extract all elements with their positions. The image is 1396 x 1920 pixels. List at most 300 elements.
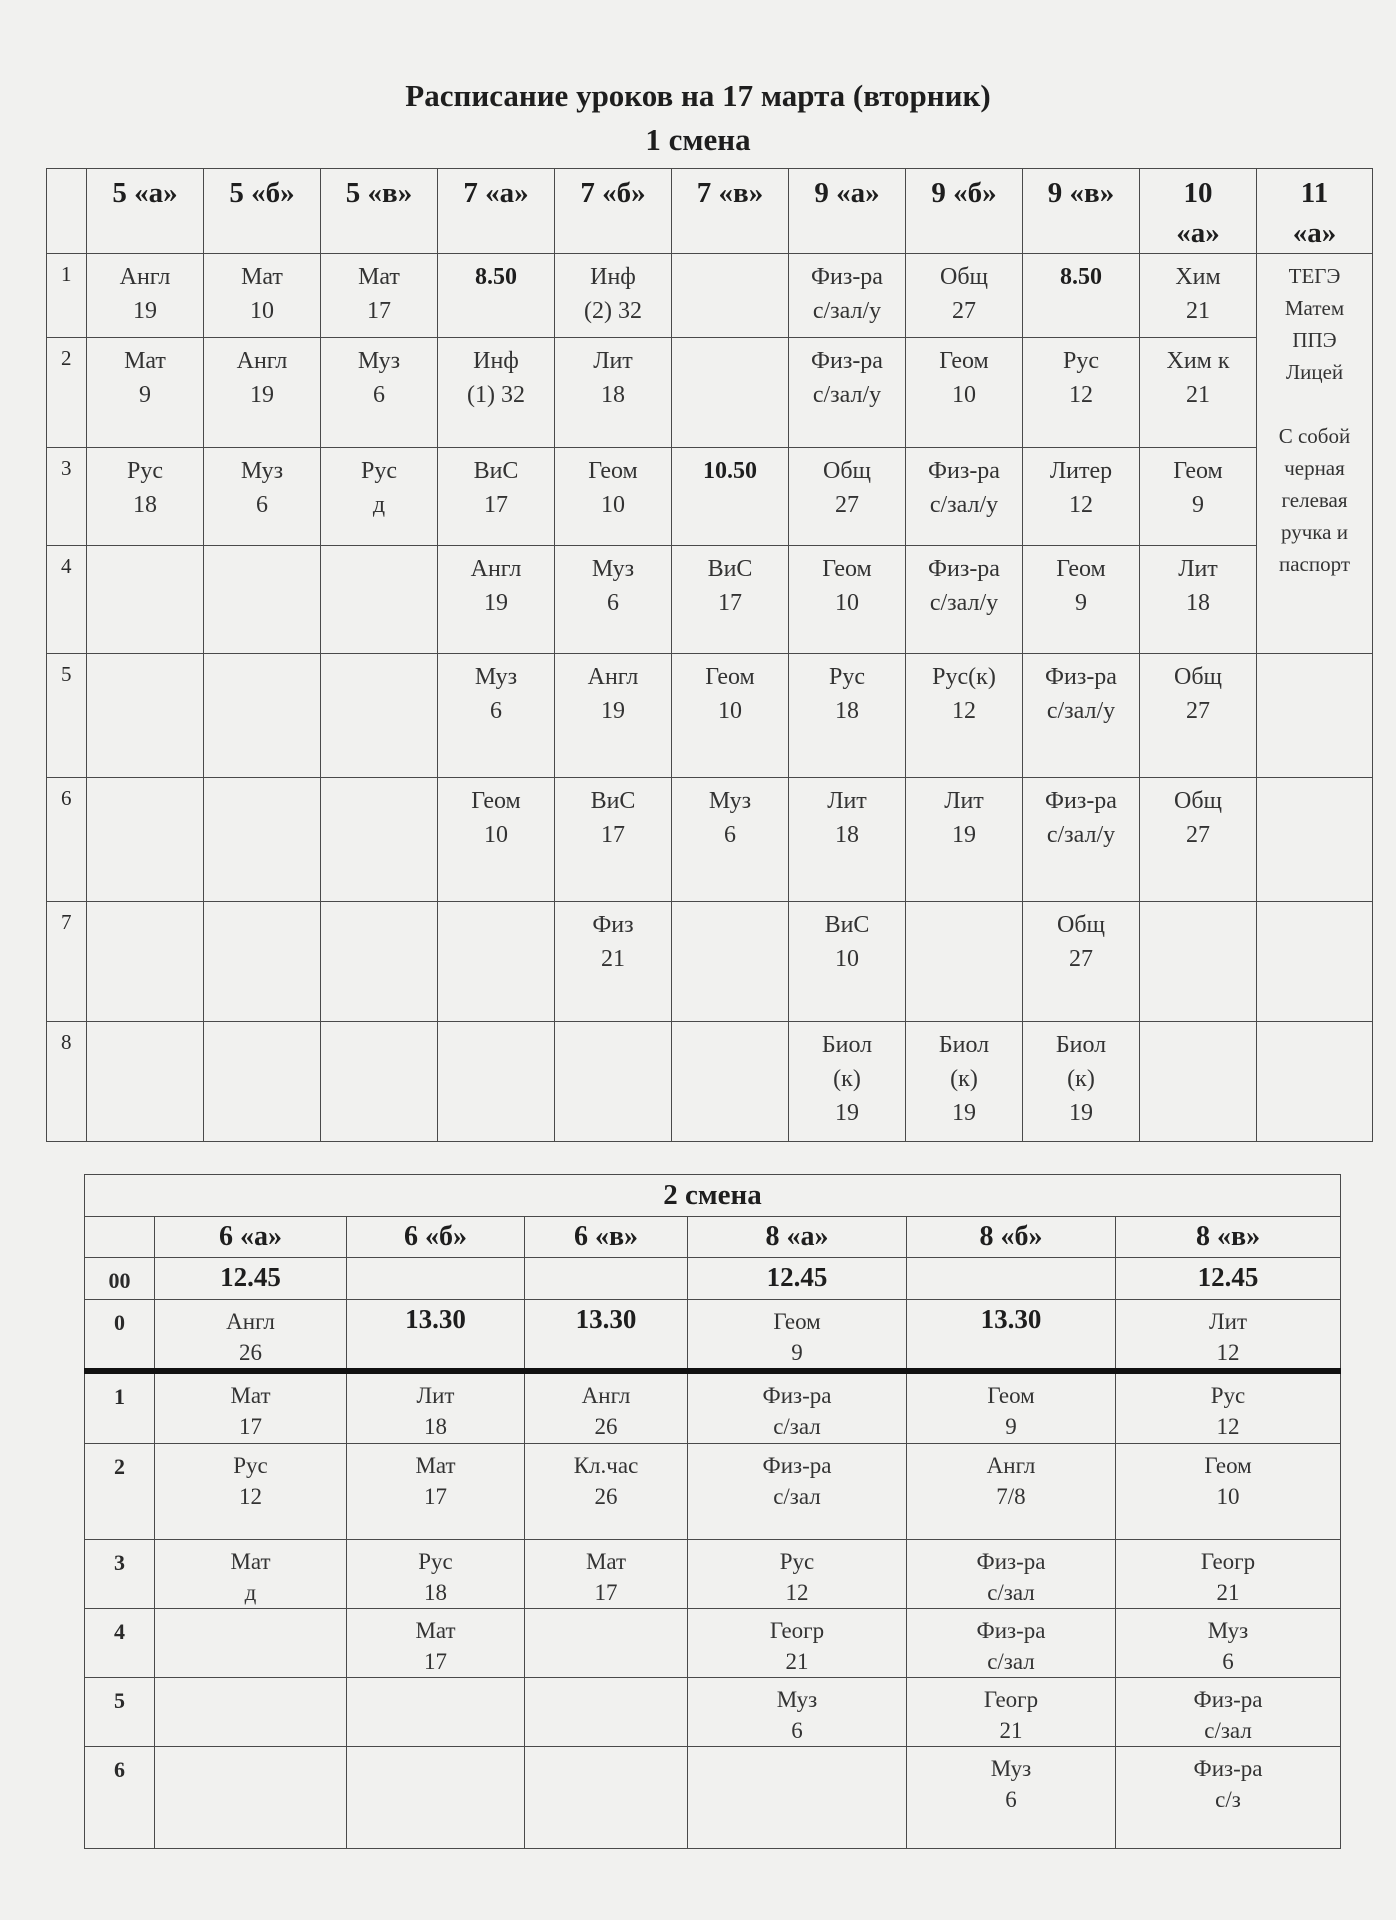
lesson-number (47, 448, 87, 546)
shift1-table (46, 168, 1373, 1142)
class-header (155, 1217, 347, 1258)
lesson-cell (438, 902, 555, 1022)
lesson-text: Геогр 21 (983, 1686, 1039, 1743)
lesson-text: Геом 9 (773, 1309, 821, 1365)
shift2-header-row (85, 1217, 1341, 1258)
lesson-row (47, 338, 1373, 448)
lesson-cell (906, 448, 1023, 546)
class-header-label: 9 «в» (1047, 177, 1115, 209)
lesson-cell (789, 546, 906, 654)
lesson-text (438, 902, 554, 908)
lesson-text (525, 1258, 687, 1264)
lesson-cell (438, 448, 555, 546)
lesson-cell (1023, 1022, 1140, 1142)
lesson-row (85, 1608, 1341, 1677)
lesson-cell (155, 1258, 347, 1300)
lesson-cell (438, 254, 555, 338)
lesson-cell (555, 902, 672, 1022)
lesson-cell (1140, 546, 1257, 654)
lesson-text: ВиС 17 (473, 458, 519, 518)
lesson-number (85, 1258, 155, 1300)
lesson-text: Биол (к) 19 (821, 1032, 873, 1126)
lesson-cell (321, 448, 438, 546)
lesson-text: 13.30 (980, 1304, 1042, 1334)
lesson-cell (672, 546, 789, 654)
lesson-text: Муз 6 (708, 788, 752, 848)
lesson-cell (1140, 902, 1257, 1022)
lesson-cell (321, 1022, 438, 1142)
empty-cell (1257, 902, 1373, 1022)
lesson-text (525, 1678, 687, 1684)
lesson-number-label: 4 (61, 554, 72, 578)
lesson-cell (155, 1746, 347, 1848)
empty-cell (1257, 778, 1373, 902)
lesson-cell (907, 1258, 1116, 1300)
class-header-label: 6 «б» (404, 1221, 467, 1252)
class-11a-note (1257, 254, 1373, 654)
lesson-text: Кл.час 26 (573, 1452, 639, 1509)
lesson-cell (1023, 546, 1140, 654)
lesson-cell (1140, 254, 1257, 338)
class-header (672, 169, 789, 254)
lesson-cell (321, 654, 438, 778)
lesson-cell (907, 1300, 1116, 1372)
shift2-title-cell (85, 1175, 1341, 1217)
lesson-cell (555, 778, 672, 902)
lesson-text: Геогр 21 (1200, 1548, 1256, 1605)
lesson-text: 13.30 (575, 1304, 637, 1334)
lesson-cell (1023, 338, 1140, 448)
lesson-text: Мат 17 (230, 1383, 271, 1439)
lesson-text: Лит 18 (827, 788, 867, 848)
shift1-header-row (47, 169, 1373, 254)
lesson-cell (555, 338, 672, 448)
lesson-row (47, 254, 1373, 338)
lesson-text: Общ 27 (939, 264, 989, 324)
class-header-label: 10 «а» (1176, 177, 1220, 249)
lesson-cell (525, 1677, 688, 1746)
lesson-text: 13.30 (405, 1304, 466, 1334)
lesson-text: Рус 18 (418, 1548, 453, 1605)
lesson-number-label: 6 (61, 786, 72, 810)
corner-cell (85, 1217, 155, 1258)
lesson-row (47, 1022, 1373, 1142)
lesson-cell (672, 902, 789, 1022)
class-header-label: 9 «а» (814, 177, 880, 209)
lesson-number (85, 1300, 155, 1372)
lesson-number-label: 5 (61, 662, 72, 686)
shift2-table (84, 1174, 1341, 1849)
lesson-cell (204, 654, 321, 778)
lesson-cell (438, 1022, 555, 1142)
lesson-text: Инф (1) 32 (467, 348, 525, 408)
lesson-number-label: 2 (114, 1453, 125, 1479)
lesson-text (347, 1258, 524, 1264)
lesson-cell (204, 338, 321, 448)
lesson-cell (688, 1539, 907, 1608)
lesson-text: Физ-ра с/зал (762, 1452, 832, 1509)
lesson-cell (789, 654, 906, 778)
lesson-cell (907, 1371, 1116, 1443)
lesson-text: Муз 6 (990, 1755, 1032, 1812)
lesson-number (85, 1746, 155, 1848)
class-header-label: 5 «в» (345, 177, 413, 209)
lesson-text (155, 1678, 346, 1684)
class-header (347, 1217, 525, 1258)
lesson-text: Рус 12 (1063, 348, 1099, 408)
lesson-cell (155, 1539, 347, 1608)
lesson-cell (87, 338, 204, 448)
shift2-label: 2 смена (663, 1179, 762, 1211)
lesson-text: Англ 26 (581, 1383, 631, 1439)
lesson-text (688, 1747, 906, 1753)
lesson-row (85, 1300, 1341, 1372)
lesson-cell (87, 1022, 204, 1142)
lesson-cell (672, 338, 789, 448)
lesson-cell (204, 902, 321, 1022)
lesson-number-label: 3 (114, 1549, 125, 1575)
lesson-cell (1140, 338, 1257, 448)
lesson-number-label: 2 (61, 346, 72, 370)
lesson-text (906, 902, 1022, 908)
lesson-number-label: 4 (114, 1618, 125, 1644)
lesson-text (204, 778, 320, 784)
lesson-text: Рус 18 (127, 458, 163, 518)
lesson-cell (688, 1608, 907, 1677)
lesson-cell (789, 1022, 906, 1142)
lesson-row (85, 1258, 1341, 1300)
lesson-text: Геом 10 (471, 788, 521, 848)
lesson-text (321, 1022, 437, 1028)
lesson-text: Биол (к) 19 (1055, 1032, 1107, 1126)
lesson-cell (1116, 1443, 1341, 1539)
class-header-label: 5 «б» (229, 177, 295, 209)
class-header (555, 169, 672, 254)
lesson-cell (1023, 654, 1140, 778)
lesson-text: Рус 12 (779, 1548, 815, 1605)
lesson-text: Общ 27 (822, 458, 872, 518)
lesson-number-label: 0 (114, 1310, 125, 1335)
lesson-cell (555, 654, 672, 778)
lesson-number-label: 5 (114, 1687, 125, 1713)
lesson-text: Хим к 21 (1166, 348, 1230, 408)
lesson-row (85, 1371, 1341, 1443)
lesson-text: Рус 18 (829, 664, 865, 724)
lesson-row (47, 546, 1373, 654)
lesson-cell (87, 448, 204, 546)
lesson-cell (789, 448, 906, 546)
lesson-text: Рус д (361, 458, 397, 518)
lesson-row (47, 654, 1373, 778)
lesson-cell (555, 546, 672, 654)
lesson-text: Муз 6 (1207, 1617, 1249, 1674)
lesson-cell (906, 902, 1023, 1022)
lesson-row (85, 1539, 1341, 1608)
lesson-text (204, 902, 320, 908)
lesson-text: Физ-ра с/з (1193, 1755, 1263, 1812)
lesson-cell (155, 1300, 347, 1372)
lesson-text: Рус 12 (233, 1452, 268, 1509)
class-header (438, 169, 555, 254)
lesson-cell (204, 1022, 321, 1142)
class-header (1116, 1217, 1341, 1258)
lesson-text: Мат 10 (241, 264, 283, 324)
lesson-number (85, 1443, 155, 1539)
lesson-cell (789, 902, 906, 1022)
lesson-text: Англ 7/8 (986, 1452, 1036, 1509)
lesson-text (525, 1609, 687, 1615)
lesson-row (47, 448, 1373, 546)
lesson-text: Рус 12 (1210, 1383, 1246, 1439)
lesson-cell (525, 1539, 688, 1608)
lesson-cell (438, 778, 555, 902)
lesson-cell (688, 1258, 907, 1300)
class-header-label: 5 «а» (112, 177, 178, 209)
lesson-text: Лит 18 (416, 1383, 455, 1439)
lesson-text: Лит 19 (944, 788, 984, 848)
lesson-text: ВиС 17 (590, 788, 636, 848)
lesson-cell (204, 448, 321, 546)
lesson-cell (204, 546, 321, 654)
lesson-text: Геом 10 (1204, 1452, 1252, 1509)
lesson-cell (525, 1300, 688, 1372)
lesson-text (1140, 1022, 1256, 1028)
lesson-number (47, 546, 87, 654)
lesson-text (672, 254, 788, 260)
lesson-text: Физ-ра с/зал/у (928, 458, 1000, 518)
lesson-text: Геом 10 (705, 664, 755, 724)
lesson-text (347, 1678, 524, 1684)
lesson-cell (688, 1371, 907, 1443)
class-header (907, 1217, 1116, 1258)
lesson-cell (1140, 1022, 1257, 1142)
class-header (525, 1217, 688, 1258)
class-header (1257, 169, 1373, 254)
lesson-text: Рус(к) 12 (932, 664, 996, 724)
lesson-cell (1116, 1371, 1341, 1443)
class-header (906, 169, 1023, 254)
lesson-number (47, 1022, 87, 1142)
lesson-cell (204, 254, 321, 338)
lesson-text (87, 778, 203, 784)
lesson-cell (321, 778, 438, 902)
lesson-text (672, 338, 788, 344)
lesson-cell (1116, 1300, 1341, 1372)
lesson-text: 12.45 (766, 1262, 828, 1292)
shift1-label: 1 смена (645, 122, 751, 157)
lesson-text: Хим 21 (1175, 264, 1221, 324)
lesson-cell (555, 448, 672, 546)
lesson-text: Литер 12 (1049, 458, 1113, 518)
lesson-cell (672, 1022, 789, 1142)
lesson-text: Физ-ра с/зал (976, 1548, 1046, 1605)
lesson-row (85, 1443, 1341, 1539)
lesson-cell (1140, 778, 1257, 902)
lesson-text: Геом 10 (588, 458, 638, 518)
lesson-cell (1116, 1677, 1341, 1746)
class-header-label: 8 «а» (765, 1221, 829, 1252)
lesson-cell (347, 1258, 525, 1300)
lesson-cell (907, 1608, 1116, 1677)
lesson-number-label: 6 (114, 1756, 125, 1782)
lesson-text: Физ-ра с/зал/у (811, 348, 883, 408)
lesson-cell (789, 338, 906, 448)
class-header (1023, 169, 1140, 254)
lesson-text: Мат 17 (415, 1452, 456, 1509)
class-header-label: 6 «в» (573, 1221, 639, 1252)
lesson-cell (1023, 778, 1140, 902)
lesson-text: Физ-ра с/зал (762, 1383, 832, 1439)
lesson-text: Геогр 21 (769, 1617, 825, 1674)
lesson-cell (907, 1677, 1116, 1746)
class-header (789, 169, 906, 254)
lesson-text: Мат 17 (415, 1617, 456, 1674)
lesson-number (47, 654, 87, 778)
lesson-cell (907, 1746, 1116, 1848)
lesson-cell (672, 654, 789, 778)
lesson-cell (87, 546, 204, 654)
lesson-cell (555, 254, 672, 338)
class-11a-note-text: ТЕГЭ Матем ППЭ Лицей С собой черная гелевая ручка и паспорт (1278, 264, 1351, 576)
lesson-text (321, 778, 437, 784)
lesson-text: Англ 26 (226, 1309, 275, 1365)
lesson-cell (907, 1539, 1116, 1608)
lesson-number (47, 338, 87, 448)
lesson-text: Мат 9 (124, 348, 166, 408)
lesson-text: Инф (2) 32 (584, 264, 642, 324)
lesson-text (555, 1022, 671, 1028)
lesson-text: Муз 6 (776, 1686, 818, 1743)
lesson-cell (155, 1371, 347, 1443)
lesson-cell (906, 254, 1023, 338)
lesson-text (204, 1022, 320, 1028)
class-header-label: 8 «в» (1195, 1221, 1261, 1252)
lesson-text: Муз 6 (357, 348, 401, 408)
lesson-text: Мат 17 (585, 1548, 627, 1605)
lesson-text (1140, 902, 1256, 908)
lesson-text: Физ-ра с/зал (976, 1617, 1046, 1674)
lesson-cell (525, 1258, 688, 1300)
lesson-text: Англ 19 (119, 264, 171, 324)
lesson-text: 10.50 (703, 458, 757, 484)
lesson-cell (1116, 1258, 1341, 1300)
lesson-number (47, 778, 87, 902)
lesson-number-label: 7 (61, 910, 72, 934)
lesson-text: Физ-ра с/зал/у (1045, 664, 1117, 724)
lesson-cell (347, 1371, 525, 1443)
lesson-cell (1023, 254, 1140, 338)
lesson-text: 12.45 (1197, 1262, 1259, 1292)
lesson-cell (688, 1746, 907, 1848)
lesson-row (47, 902, 1373, 1022)
class-header-label: 7 «в» (696, 177, 764, 209)
lesson-cell (321, 254, 438, 338)
lesson-text: Муз 6 (240, 458, 284, 518)
lesson-text: Общ 27 (1056, 912, 1106, 972)
lesson-text (204, 654, 320, 660)
lesson-text: Физ-ра с/зал/у (928, 556, 1000, 616)
lesson-cell (525, 1371, 688, 1443)
lesson-cell (1116, 1539, 1341, 1608)
lesson-cell (525, 1608, 688, 1677)
class-header-label: 7 «б» (580, 177, 646, 209)
lesson-cell (347, 1608, 525, 1677)
lesson-cell (1023, 902, 1140, 1022)
lesson-cell (1140, 448, 1257, 546)
lesson-text (87, 1022, 203, 1028)
class-header-label: 11 «а» (1292, 177, 1337, 249)
page-title: Расписание уроков на 17 марта (вторник) (405, 78, 991, 113)
lesson-text (525, 1747, 687, 1753)
lesson-row (85, 1677, 1341, 1746)
lesson-number-label: 00 (108, 1268, 131, 1293)
lesson-cell (1116, 1746, 1341, 1848)
lesson-cell (1023, 448, 1140, 546)
lesson-cell (906, 546, 1023, 654)
lesson-text (907, 1258, 1115, 1264)
lesson-cell (688, 1443, 907, 1539)
lesson-cell (87, 654, 204, 778)
lesson-number-label: 3 (61, 456, 72, 480)
lesson-cell (555, 1022, 672, 1142)
lesson-text: Геом 9 (1173, 458, 1223, 518)
lesson-number (85, 1371, 155, 1443)
class-header (87, 169, 204, 254)
lesson-cell (155, 1608, 347, 1677)
lesson-text: Геом 9 (1056, 556, 1106, 616)
lesson-cell (672, 448, 789, 546)
lesson-text: Мат д (230, 1548, 271, 1605)
lesson-number (85, 1677, 155, 1746)
lesson-text: 8.50 (475, 264, 517, 290)
lesson-cell (87, 902, 204, 1022)
lesson-text (347, 1747, 524, 1753)
lesson-number (85, 1608, 155, 1677)
lesson-cell (906, 338, 1023, 448)
class-header (204, 169, 321, 254)
lesson-cell (155, 1443, 347, 1539)
lesson-text (87, 902, 203, 908)
lesson-cell (321, 338, 438, 448)
lesson-cell (155, 1677, 347, 1746)
lesson-text: Лит 12 (1209, 1309, 1247, 1365)
lesson-text: Мат 17 (358, 264, 400, 324)
lesson-number-label: 8 (61, 1030, 72, 1054)
class-header-label: 9 «б» (931, 177, 997, 209)
lesson-cell (672, 254, 789, 338)
lesson-cell (907, 1443, 1116, 1539)
lesson-number (47, 254, 87, 338)
empty-cell (1257, 654, 1373, 778)
lesson-cell (204, 778, 321, 902)
lesson-text (155, 1609, 346, 1615)
class-header-label: 7 «а» (463, 177, 529, 209)
lesson-text: Геом 9 (987, 1383, 1035, 1439)
lesson-text (204, 546, 320, 552)
lesson-cell (87, 254, 204, 338)
lesson-cell (906, 654, 1023, 778)
class-header (321, 169, 438, 254)
lesson-text: Физ-ра с/зал/у (811, 264, 883, 324)
lesson-cell (525, 1746, 688, 1848)
lesson-text (87, 654, 203, 660)
lesson-cell (438, 338, 555, 448)
lesson-text (672, 1022, 788, 1028)
lesson-text: ВиС 10 (824, 912, 870, 972)
lesson-text: Общ 27 (1173, 664, 1223, 724)
lesson-text: Англ 19 (236, 348, 288, 408)
lesson-text: Лит 18 (1178, 556, 1218, 616)
